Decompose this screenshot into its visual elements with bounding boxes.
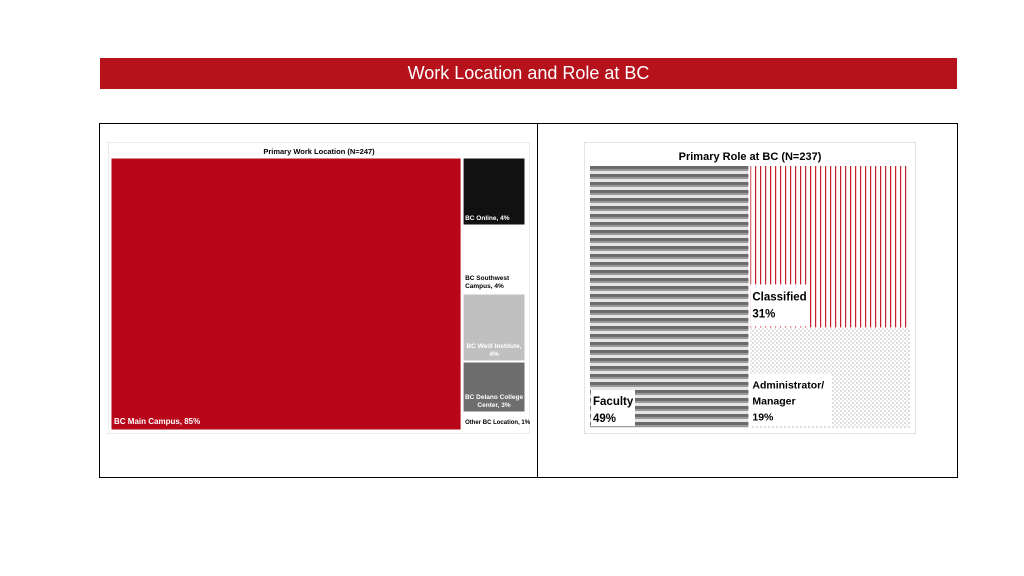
- treemap-cell-faculty: [590, 166, 748, 428]
- chart-title: Primary Work Location (N=247): [263, 147, 375, 156]
- data-label-bc-delano-college-center: BC Delano College Center, 3%: [464, 394, 524, 409]
- data-label-administrator-manager: Administrator/ Manager 19%: [752, 379, 825, 424]
- data-label-classified: Classified 31%: [752, 291, 807, 321]
- page-title-banner: [100, 58, 957, 89]
- data-label-faculty: Faculty 49%: [593, 396, 634, 425]
- data-label-bc-southwest-campus: BC Southwest Campus, 4%: [465, 275, 510, 290]
- data-label-bc-online: BC Online, 4%: [465, 215, 510, 222]
- page-title: Work Location and Role at BC: [407, 63, 650, 83]
- data-label-bc-weill-institute: BC Weill Institute, 4%: [466, 343, 522, 358]
- panel-divider: [537, 123, 538, 478]
- data-label-bc-main-campus: BC Main Campus, 85%: [114, 417, 201, 426]
- work-location-treemap: [108, 142, 530, 434]
- chart-title: Primary Role at BC (N=237): [678, 151, 822, 163]
- data-label-other-bc-location: Other BC Location, 1%: [465, 420, 530, 426]
- treemap-cell-bc-main-campus: [111, 158, 461, 430]
- role-treemap: [584, 142, 916, 434]
